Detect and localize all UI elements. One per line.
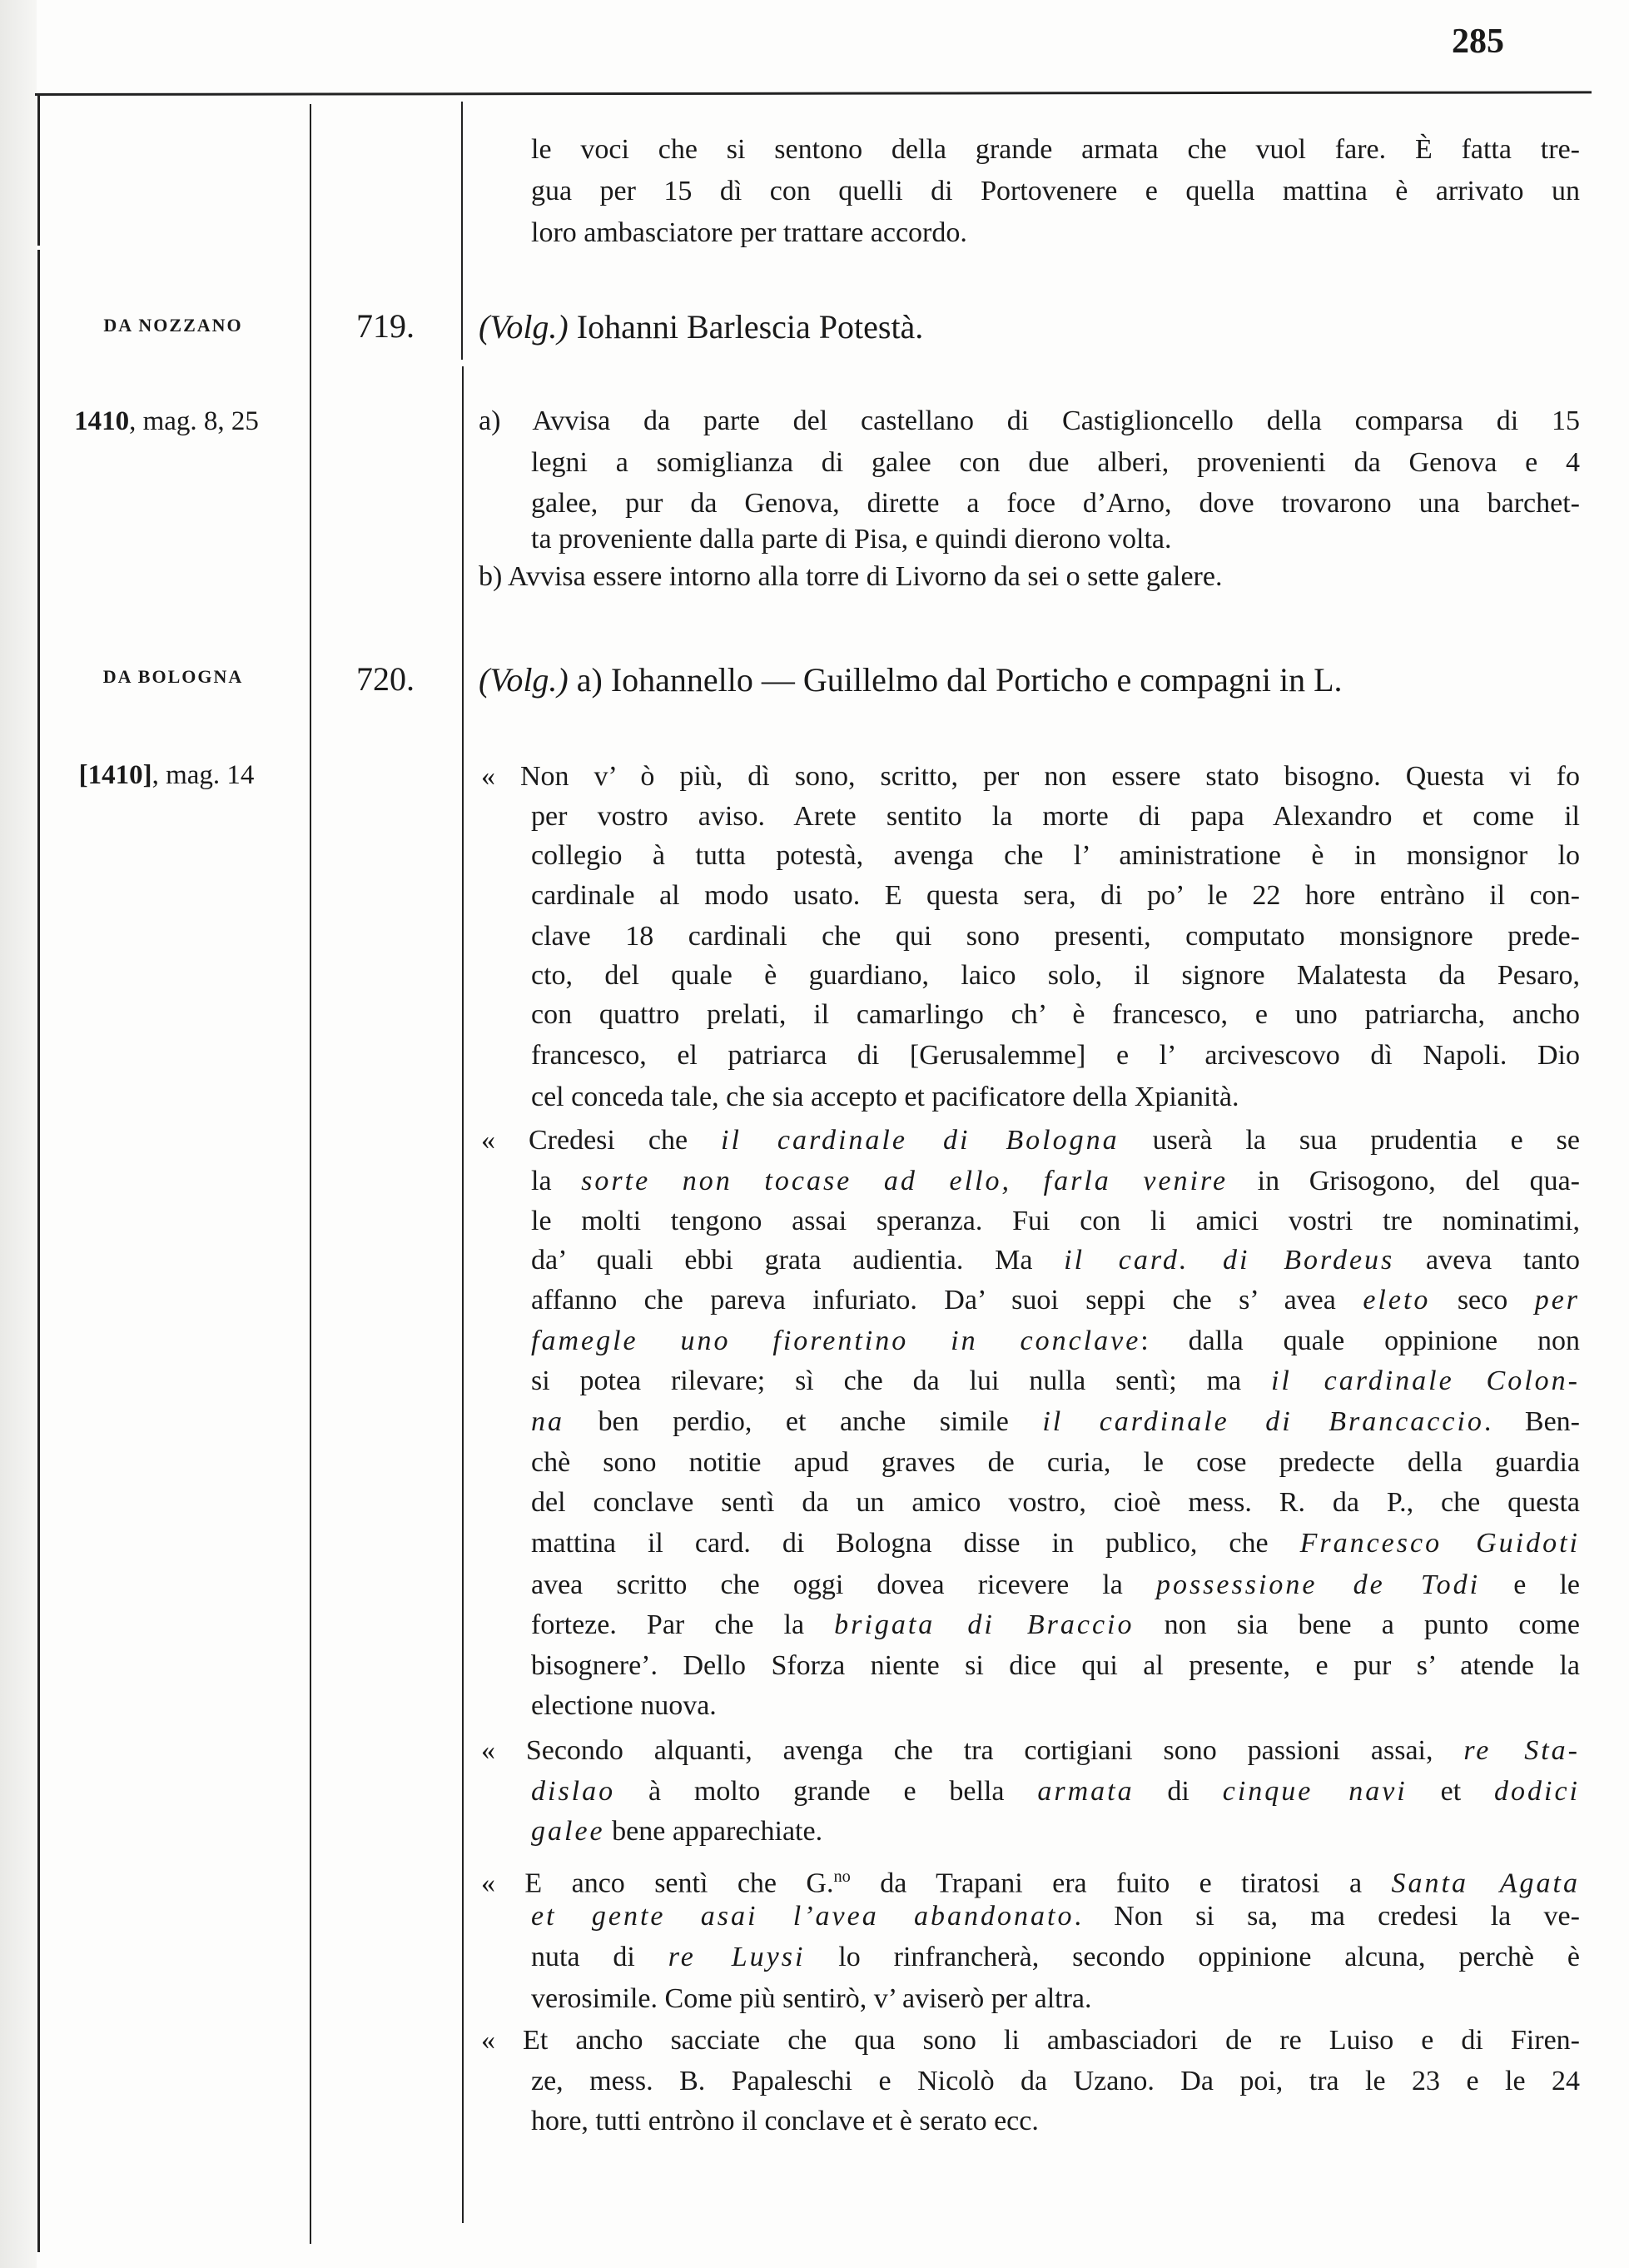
text-line: galee bene apparechiate. bbox=[531, 1816, 823, 1847]
date-column-rule bbox=[310, 104, 311, 2244]
number-column-rule bbox=[461, 102, 463, 360]
italic-phrase: dislao bbox=[531, 1776, 616, 1807]
italic-phrase: eleto bbox=[1363, 1285, 1431, 1316]
entry-heading bbox=[479, 308, 923, 346]
text-line: ze, mess. B. Papaleschi e Nicolò da Uzano. Da poi, tra le 23 e le 24 bbox=[531, 2066, 1580, 2096]
text-line: cel conceda tale, che sia accepto et pacificatore della Xpianità. bbox=[531, 1082, 1239, 1112]
italic-phrase: il cardinale di Brancaccio bbox=[1042, 1406, 1484, 1437]
text-line: « Non v’ ò più, dì sono, scritto, per non essere stato bisogno. Questa vi fo bbox=[481, 761, 1580, 792]
italic-phrase: armata bbox=[1037, 1776, 1135, 1807]
entry-date-day: , mag. 14 bbox=[151, 760, 255, 790]
number-column-rule bbox=[462, 366, 464, 2223]
entry-number: 719. bbox=[356, 307, 415, 345]
text-line: loro ambasciatore per trattare accordo. bbox=[531, 217, 967, 248]
text-line: famegle uno fiorentino in conclave: dalla quale oppinione non bbox=[531, 1325, 1580, 1356]
italic-phrase: possessione de Todi bbox=[1155, 1569, 1481, 1600]
italic-phrase: na bbox=[531, 1406, 564, 1437]
text-line: « Secondo alquanti, avenga che tra cortigiani sono passioni assai, re Sta- bbox=[481, 1735, 1580, 1766]
text-line: con quattro prelati, il camarlingo ch’ è francesco, e uno patriarcha, ancho bbox=[531, 999, 1580, 1030]
text-line: verosimile. Come più sentirò, v’ aviserò per altra. bbox=[531, 1983, 1092, 2014]
superscript: no bbox=[833, 1868, 851, 1886]
entry-place: DA BOLOGNA bbox=[102, 666, 244, 687]
entry-date-year: [1410] bbox=[78, 760, 152, 790]
italic-phrase: galee bbox=[531, 1816, 605, 1847]
entry-date bbox=[33, 406, 300, 437]
entry-number: 720. bbox=[356, 660, 415, 698]
italic-phrase: il card. di Bordeus bbox=[1064, 1245, 1395, 1276]
text-line: bisognere’. Dello Sforza niente si dice qui al presente, e pur s’ atende la bbox=[531, 1650, 1580, 1681]
left-column-rule bbox=[37, 250, 40, 2252]
italic-phrase: cinque navi bbox=[1222, 1776, 1408, 1807]
text-line: galee, pur da Genova, dirette a foce d’Arno, dove trovarono una barchet- bbox=[531, 488, 1580, 519]
text-line: electione nuova. bbox=[531, 1690, 717, 1721]
entry-heading bbox=[479, 661, 1343, 699]
text-line: cto, del quale è guardiano, laico solo, il signore Malatesta da Pesaro, bbox=[531, 960, 1580, 991]
text-line: forteze. Par che la brigata di Braccio non sia bene a punto come bbox=[531, 1609, 1580, 1640]
text-line: « Credesi che il cardinale di Bologna userà la sua prudentia e se bbox=[481, 1125, 1580, 1156]
italic-phrase: Santa Agata bbox=[1391, 1868, 1580, 1899]
entry-date-day: , mag. 8, 25 bbox=[129, 406, 259, 436]
text-line: per vostro aviso. Arete sentito la morte di papa Alexandro et come il bbox=[531, 801, 1580, 832]
italic-phrase: sorte non tocase ad ello, farla venire bbox=[581, 1166, 1229, 1196]
text-line: a) Avvisa da parte del castellano di Castiglioncello della comparsa di 15 bbox=[479, 405, 1580, 436]
italic-phrase: re Sta- bbox=[1463, 1735, 1580, 1766]
italic-phrase: per bbox=[1534, 1285, 1581, 1316]
top-rule bbox=[35, 91, 1592, 96]
text-line: collegio à tutta potestà, avenga che l’ aministratione è in monsignor lo bbox=[531, 840, 1580, 871]
text-line: ta proveniente dalla parte di Pisa, e quindi dierono volta. bbox=[531, 524, 1172, 555]
text-line: chè sono notitie apud graves de curia, le cose predecte della guardia bbox=[531, 1447, 1580, 1478]
italic-phrase: famegle uno fiorentino in conclave bbox=[531, 1325, 1141, 1356]
left-column-rule bbox=[37, 96, 40, 246]
text-line: dislao à molto grande e bella armata di cinque navi et dodici bbox=[531, 1776, 1580, 1807]
text-line: avea scritto che oggi dovea ricevere la possessione de Todi e le bbox=[531, 1569, 1580, 1600]
text-line: del conclave sentì da un amico vostro, cioè mess. R. da P., che questa bbox=[531, 1487, 1580, 1518]
entry-addressee: Iohanni Barlescia Potestà. bbox=[568, 308, 924, 346]
text-line: cardinale al modo usato. E questa sera, di po’ le 22 hore entràno il con- bbox=[531, 880, 1580, 911]
italic-phrase: il cardinale di Bologna bbox=[721, 1125, 1120, 1156]
text-line: le voci che si sentono della grande armata che vuol fare. È fatta tre- bbox=[531, 134, 1580, 165]
italic-phrase: il cardinale Colon- bbox=[1270, 1365, 1580, 1396]
text-line: si potea rilevare; sì che da lui nulla sentì; ma il cardinale Colon- bbox=[531, 1365, 1580, 1396]
text-line: « E anco sentì che G.$^{no}$ da Trapani era fuito e tiratosi a Santa Agata bbox=[481, 1868, 1580, 1899]
text-line: legni a somiglianza di galee con due alberi, provenienti da Genova e 4 bbox=[531, 447, 1580, 478]
italic-phrase: re Luysi bbox=[668, 1942, 806, 1972]
italic-phrase: et gente asai l’avea abandonato bbox=[531, 1901, 1075, 1932]
entry-addressee: a) Iohannello — Guillelmo dal Porticho e compagni in L. bbox=[568, 661, 1343, 699]
text-line: la sorte non tocase ad ello, farla venire in Grisogono, del qua- bbox=[531, 1166, 1581, 1196]
text-line: mattina il card. di Bologna disse in publico, che Francesco Guidoti bbox=[531, 1528, 1580, 1559]
text-line: le molti tengono assai speranza. Fui con li amici vostri tre nominatimi, bbox=[531, 1206, 1580, 1236]
entry-place: DA NOZZANO bbox=[103, 315, 243, 336]
text-line: da’ quali ebbi grata audientia. Ma il card. di Bordeus aveva tanto bbox=[531, 1245, 1580, 1276]
page-gutter-shade bbox=[0, 0, 37, 2268]
italic-phrase: Francesco Guidoti bbox=[1299, 1528, 1580, 1559]
text-line: nuta di re Luysi lo rinfrancherà, secondo oppinione alcuna, perchè è bbox=[531, 1942, 1580, 1972]
volg-label: (Volg.) bbox=[479, 308, 569, 346]
text-line: b) Avvisa essere intorno alla torre di Livorno da sei o sette galere. bbox=[479, 561, 1223, 592]
text-line: affanno che pareva infuriato. Da’ suoi seppi che s’ avea eleto seco per bbox=[531, 1285, 1581, 1316]
text-line: francesco, el patriarca di [Gerusalemme] e l’ arcivescovo dì Napoli. Dio bbox=[531, 1040, 1580, 1071]
text-line: gua per 15 dì con quelli di Portovenere e quella mattina è arrivato un bbox=[531, 176, 1580, 206]
entry-date bbox=[33, 760, 300, 791]
text-line: et gente asai l’avea abandonato. Non si sa, ma credesi la ve- bbox=[531, 1901, 1580, 1932]
text-line: « Et ancho sacciate che qua sono li ambasciadori de re Luiso e di Firen- bbox=[481, 2025, 1580, 2056]
entry-date-year: 1410 bbox=[74, 406, 130, 436]
italic-phrase: dodici bbox=[1494, 1776, 1580, 1807]
page-number: 285 bbox=[1452, 22, 1504, 61]
volg-label: (Volg.) bbox=[479, 661, 569, 699]
text-line: clave 18 cardinali che qui sono presenti, computato monsignore prede- bbox=[531, 921, 1580, 952]
italic-phrase: brigata di Braccio bbox=[834, 1609, 1135, 1640]
text-line: na ben perdio, et anche simile il cardinale di Brancaccio. Ben- bbox=[531, 1406, 1580, 1437]
text-line: hore, tutti entròno il conclave et è serato ecc. bbox=[531, 2106, 1039, 2136]
